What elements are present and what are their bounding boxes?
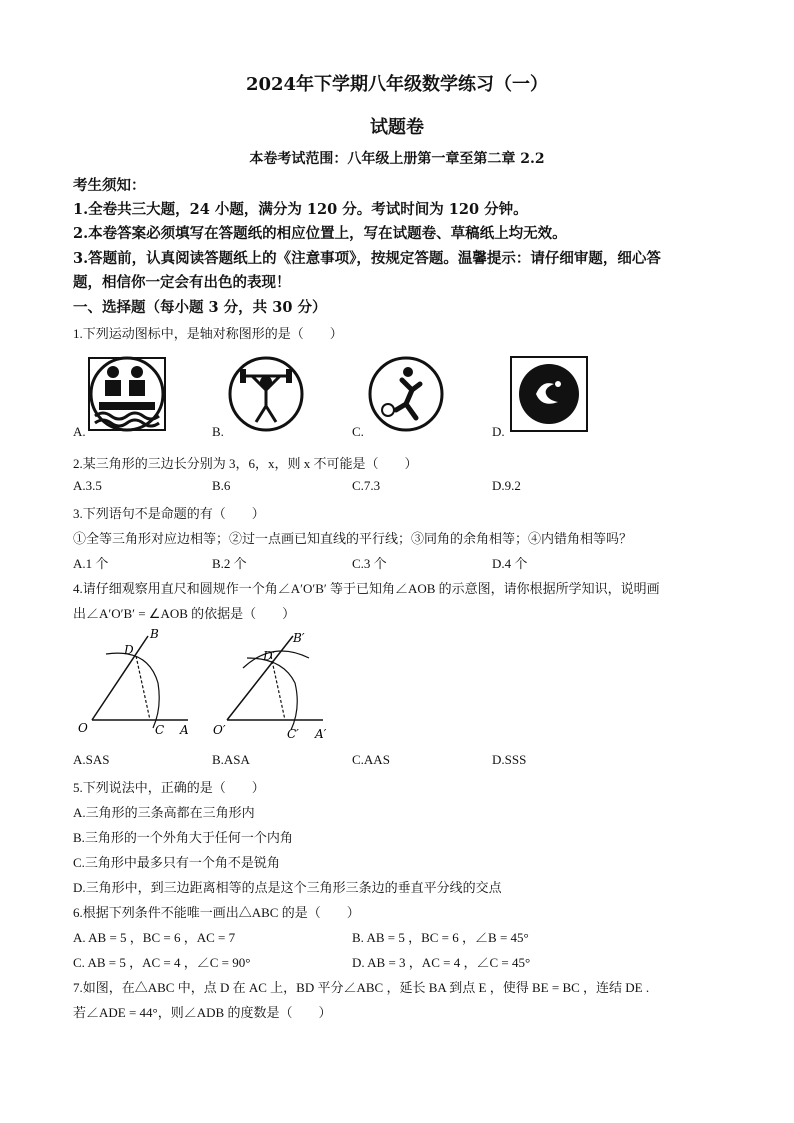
q5-option-a: A.三角形的三条高都在三角形内 — [73, 805, 255, 820]
label-a-prime: A′ — [315, 727, 327, 741]
q6-option-a: A. AB = 5 ，BC = 6 ，AC = 7 — [73, 930, 236, 945]
label-d-prime: D′ — [263, 649, 276, 663]
q5-stem: 5.下列说法中，正确的是（ ） — [73, 780, 265, 795]
q6-stem: 6.根据下列条件不能唯一画出△ABC 的是（ ） — [73, 905, 360, 920]
rowing-icon — [87, 356, 167, 432]
q7-stem-line-2: 若∠ADE = 44°，则∠ADB 的度数是（ ） — [73, 1005, 332, 1020]
q6-option-b: B. AB = 5 ，BC = 6 ，∠B = 45° — [352, 930, 529, 945]
notice-heading: 考生须知： — [73, 177, 146, 194]
label-b-prime: B′ — [293, 631, 305, 645]
q2-option-d: D.9.2 — [492, 478, 521, 493]
label-a: A — [180, 723, 189, 737]
label-o-prime: O′ — [213, 723, 226, 737]
q3-option-c: C.3 个 — [352, 556, 387, 571]
q4-option-a: A.SAS — [73, 752, 110, 767]
q3-option-a: A.1 个 — [73, 556, 109, 571]
q7-stem-line-1: 7.如图，在△ABC 中，点 D 在 AC 上，BD 平分∠ABC ，延长 BA 到点 E ，使得 BE = BC ，连结 DE . — [73, 980, 650, 995]
page-title: 2024年下学期八年级数学练习（一） — [245, 74, 549, 95]
q1-option-a: A. — [73, 424, 86, 439]
q2-option-a: A.3.5 — [73, 478, 102, 493]
q2-option-b: B.6 — [212, 478, 231, 493]
page-subtitle: 试题卷 — [370, 117, 424, 138]
label-c: C — [155, 723, 165, 737]
label-b: B — [150, 627, 159, 641]
q3-stem: 3.下列语句不是命题的有（ ） — [73, 506, 265, 521]
q3-option-b: B.2 个 — [212, 556, 247, 571]
notice-item-2: 2.本卷答案必须填写在答题纸的相应位置上，写在试题卷、草稿纸上均无效。 — [73, 225, 567, 242]
angle-figure-copy — [213, 628, 343, 744]
q5-option-d: D.三角形中，到三边距离相等的点是这个三角形三条边的垂直平分线的交点 — [73, 880, 502, 895]
notice-item-3-line-2: 题，相信你一定会有出色的表现！ — [73, 274, 291, 291]
section-heading: 一、选择题（每小题 3 分，共 30 分） — [73, 299, 327, 316]
q1-stem: 1.下列运动图标中，是轴对称图形的是（ ） — [73, 326, 343, 341]
q4-stem-line-1: 4.请仔细观察用直尺和圆规作一个角∠A′O′B′ 等于已知角∠AOB 的示意图，请你根据所学知识，说明画 — [73, 581, 660, 596]
q4-option-b: B.ASA — [212, 752, 250, 767]
exam-scope: 本卷考试范围：八年级上册第一章至第二章 2.2 — [249, 151, 545, 167]
q6-option-d: D. AB = 3 ，AC = 4 ，∠C = 45° — [352, 955, 531, 970]
label-c-prime: C′ — [287, 727, 299, 741]
swimming-icon — [510, 356, 588, 432]
notice-item-3-line-1: 3.答题前，认真阅读答题纸上的《注意事项》，按规定答题。温馨提示：请仔细审题，细心答 — [73, 250, 661, 267]
q4-stem-line-2: 出∠A′O′B′ = ∠AOB 的依据是（ ） — [73, 606, 296, 621]
weightlifting-icon — [228, 356, 304, 432]
q1-option-b: B. — [212, 424, 224, 439]
q3-detail: ①全等三角形对应边相等；②过一点画已知直线的平行线；③同角的余角相等；④内错角相等吗？ — [73, 531, 633, 546]
q6-option-c: C. AB = 5 ，AC = 4 ，∠C = 90° — [73, 955, 251, 970]
q5-option-c: C.三角形中最多只有一个角不是锐角 — [73, 855, 280, 870]
label-o: O — [78, 721, 88, 735]
label-d: D — [124, 643, 134, 657]
q1-option-c: C. — [352, 424, 364, 439]
q5-option-b: B.三角形的一个外角大于任何一个内角 — [73, 830, 293, 845]
angle-figure-original — [78, 628, 198, 738]
q1-option-d: D. — [492, 424, 505, 439]
soccer-icon — [368, 356, 444, 432]
q3-option-d: D.4 个 — [492, 556, 528, 571]
q2-option-c: C.7.3 — [352, 478, 381, 493]
q4-option-c: C.AAS — [352, 752, 390, 767]
q2-stem: 2.某三角形的三边长分别为 3，6，x，则 x 不可能是（ ） — [73, 456, 418, 471]
q4-option-d: D.SSS — [492, 752, 527, 767]
notice-item-1: 1.全卷共三大题，24 小题，满分为 120 分。考试时间为 120 分钟。 — [73, 201, 528, 218]
